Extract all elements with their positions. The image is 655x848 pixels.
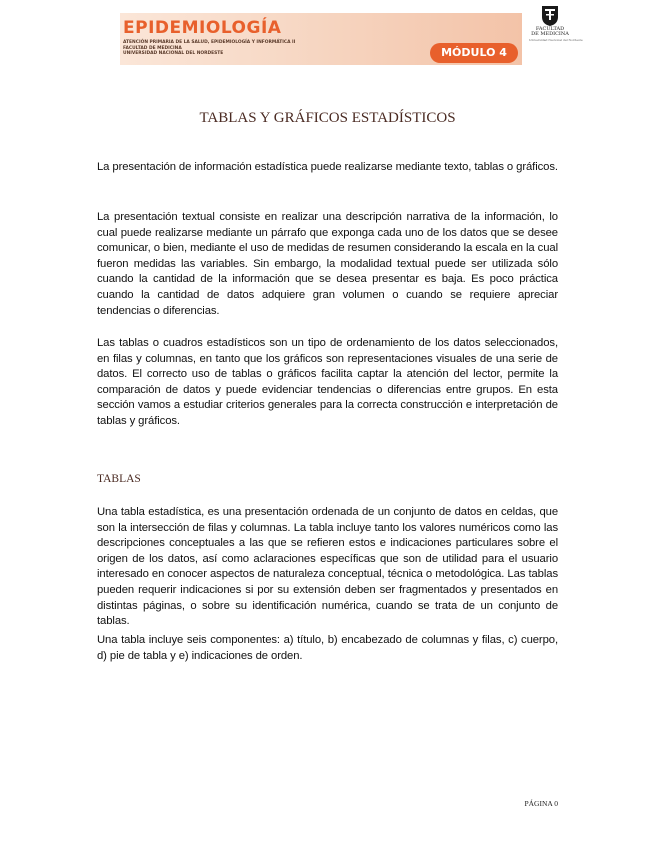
banner-subtitle-line: FACULTAD DE MEDICINA — [123, 45, 182, 51]
banner-title: EPIDEMIOLOGÍA — [123, 18, 282, 38]
banner-subtitle-line: ATENCIÓN PRIMARIA DE LA SALUD, EPIDEMIOLOGÍA Y INFORMÁTICA II — [123, 40, 296, 45]
document-title: TABLAS Y GRÁFICOS ESTADÍSTICOS — [199, 110, 456, 126]
logo-text-line: DE MEDICINA — [531, 31, 569, 38]
intro-paragraph-1 — [97, 160, 558, 176]
header-banner — [120, 13, 522, 65]
section-paragraph-1 — [97, 505, 558, 630]
paragraph: La presentación textual consiste en realizar una descripción narrativa de la información, lo cual puede realizarse mediante un párrafo que exponga cada uno de los datos que se desee comunicar, o bien, mediante el uso de medidas de resumen considerando la escala en la cual fueron medidas las variables. Sin embargo, la modalidad textual puede ser utilizada sólo cuando la cantidad de la información que se desea presentar es baja. Es poco práctica cuando la cantidad de datos adquiere gran volumen o cuando se requiere apreciar tendencias o diferencias. — [97, 211, 558, 317]
paragraph: La presentación de información estadística puede realizarse mediante texto, tablas o gráficos. — [97, 161, 558, 173]
logo-text-line: FACULTAD — [535, 26, 565, 32]
paragraph: Una tabla estadística, es una presentación ordenada de un conjunto de datos en celdas, que son la intersección de filas y columnas. La tabla incluye tanto los valores numéricos como las descripciones conceptuales a las que se refieren estos e indicaciones particulares sobre el origen de los datos, así como aclaraciones específicas que son de utilidad para el usuario interesado en conocer aspectos de naturaleza conceptual, técnica o metodológica. Las tablas pueden requerir indicaciones si por su extensión deben ser fragmentados y presentados en distintas páginas, o sobre su identificación numérica, cuando se trata de un conjunto de tablas. — [97, 506, 558, 628]
page-number: PÁGINA 0 — [524, 799, 558, 808]
logo-subtext: Universidad Nacional del Nordeste — [529, 37, 583, 42]
intro-paragraph-3 — [97, 336, 558, 430]
intro-paragraph-2 — [97, 210, 558, 319]
section-heading: TABLAS — [97, 473, 141, 485]
paragraph: Una tabla incluye seis componentes: a) título, b) encabezado de columnas y filas, c) cuerpo, d) pie de tabla y e) indicaciones de orden. — [97, 634, 558, 662]
faculty-logo — [529, 5, 583, 42]
banner-subtitle — [123, 40, 295, 57]
logo-text — [529, 26, 583, 42]
banner-subtitle-line: UNIVERSIDAD NACIONAL DEL NORDESTE — [123, 51, 224, 57]
paragraph: Las tablas o cuadros estadísticos son un tipo de ordenamiento de los datos seleccionados, en filas y columnas, en tanto que los gráficos son representaciones visuales de una serie de datos. El correcto uso de tablas o gráficos facilita captar la atención del lector, permite la comparación de datos y puede evidenciar tendencias o diferencias entre grupos. En esta sección vamos a estudiar criterios generales para la correcta construcción e interpretación de tablas y gráficos. — [97, 337, 558, 427]
section-paragraph-2 — [97, 633, 558, 664]
faculty-crest-icon — [541, 5, 559, 27]
module-badge: MÓDULO 4 — [430, 43, 518, 63]
